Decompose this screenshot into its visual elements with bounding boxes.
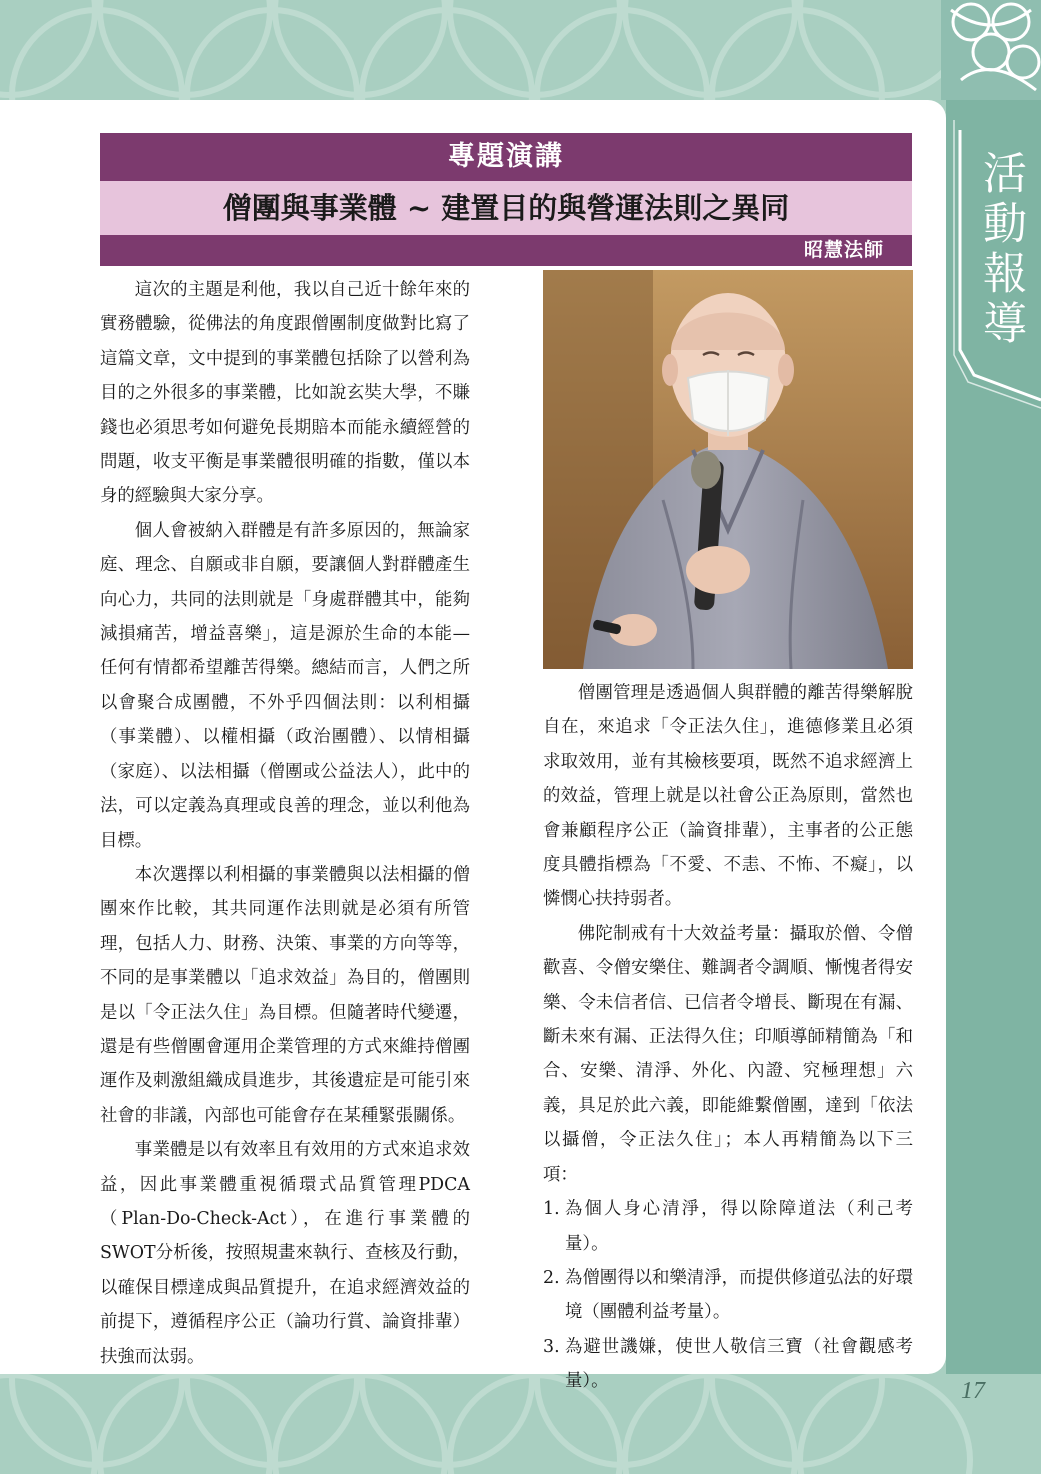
list-item — [543, 1261, 913, 1330]
left-column — [100, 273, 470, 1374]
speaker-photo — [543, 270, 913, 669]
paragraph: 個人會被納入群體是有許多原因的，無論家庭、理念、自願或非自願，要讓個人對群體產生向心力，共同的法則就是「身處群體其中，能夠減損痛苦，增益喜樂」，這是源於生命的本能—任何有情都希望離苦得樂。總結而言，人們之所以會聚合成團體，不外乎四個法則：以利相攝（事業體）、以權相攝（政治團體）、以情相攝（家庭）、以法相攝（僧團或公益法人），此中的法，可以定義為真理或良善的理念，並以利他為目標。 — [100, 520, 470, 851]
category-header: 專題演講 — [100, 133, 912, 181]
page-number: 17 — [961, 1378, 985, 1404]
author-name: 昭慧法師 — [100, 235, 912, 266]
list-number: 1. — [543, 1199, 560, 1220]
list-text: 為避世譏嫌，使世人敬信三寶（社會觀感考量）。 — [565, 1336, 913, 1392]
article-title: 僧團與事業體 ~ 建置目的與營運法則之異同 — [100, 181, 912, 235]
list-item — [543, 1330, 913, 1399]
right-column — [543, 676, 913, 1399]
numbered-list — [543, 1192, 913, 1398]
corner-knot-ornament — [941, 0, 1041, 100]
list-text: 為僧團得以和樂清淨，而提供修道弘法的好環境（團體利益考量）。 — [565, 1267, 913, 1323]
paragraph: 這次的主題是利他，我以自己近十餘年來的實務體驗，從佛法的角度跟僧團制度做對比寫了這篇文章，文中提到的事業體包括除了以營利為目的之外很多的事業體，比如說玄奘大學，不賺錢也必須思考如何避免長期賠本而能永續經營的問題，收支平衡是事業體很明確的指數，僅以本身的經驗與大家分享。 — [100, 280, 470, 507]
list-text: 為個人身心清淨，得以除障道法（利己考量）。 — [565, 1199, 913, 1254]
paragraph: 本次選擇以利相攝的事業體與以法相攝的僧團來作比較，其共同運作法則就是必須有所管理，包括人力、財務、決策、事業的方向等等，不同的是事業體以「追求效益」為目的，僧團則是以「令正法久住」為目標。但隨著時代變遷，還是有些僧團會運用企業管理的方式來維持僧團運作及刺激組織成員進步，其後遺症是可能引來社會的非議，內部也可能會存在某種緊張關係。 — [100, 864, 470, 1126]
section-label: 活動報導 — [975, 150, 1026, 350]
list-item — [543, 1192, 913, 1261]
paragraph: 事業體是以有效率且有效用的方式來追求效益，因此事業體重視循環式品質管理PDCA（Plan-Do-Check-Act），在進行事業體的SWOT分析後，按照規畫來執行、查核及行動，以確保目標達成與品質提升，在追求經濟效益的前提下，遵循程序公正（論功行賞、論資排輩）扶強而汰弱。 — [100, 1140, 470, 1367]
list-number: 2. — [543, 1267, 560, 1288]
paragraph: 僧團管理是透過個人與群體的離苦得樂解脫自在，來追求「令正法久住」，進德修業且必須求取效用，並有其檢核要項，既然不追求經濟上的效益，管理上就是以社會公正為原則，當然也會兼顧程序公正（論資排輩），主事者的公正態度具體指標為「不愛、不恚、不怖、不癡」，以憐憫心扶持弱者。 — [543, 683, 913, 910]
paragraph: 佛陀制戒有十大效益考量：攝取於僧、令僧歡喜、令僧安樂住、難調者令調順、慚愧者得安樂、令未信者信、已信者令增長、斷現在有漏、斷未來有漏、正法得久住；印順導師精簡為「和合、安樂、清淨、外化、內證、究極理想」六義，具足於此六義，即能維繫僧團，達到「依法以攝僧，令正法久住」；本人再精簡為以下三項： — [543, 923, 913, 1185]
list-number: 3. — [543, 1336, 560, 1357]
